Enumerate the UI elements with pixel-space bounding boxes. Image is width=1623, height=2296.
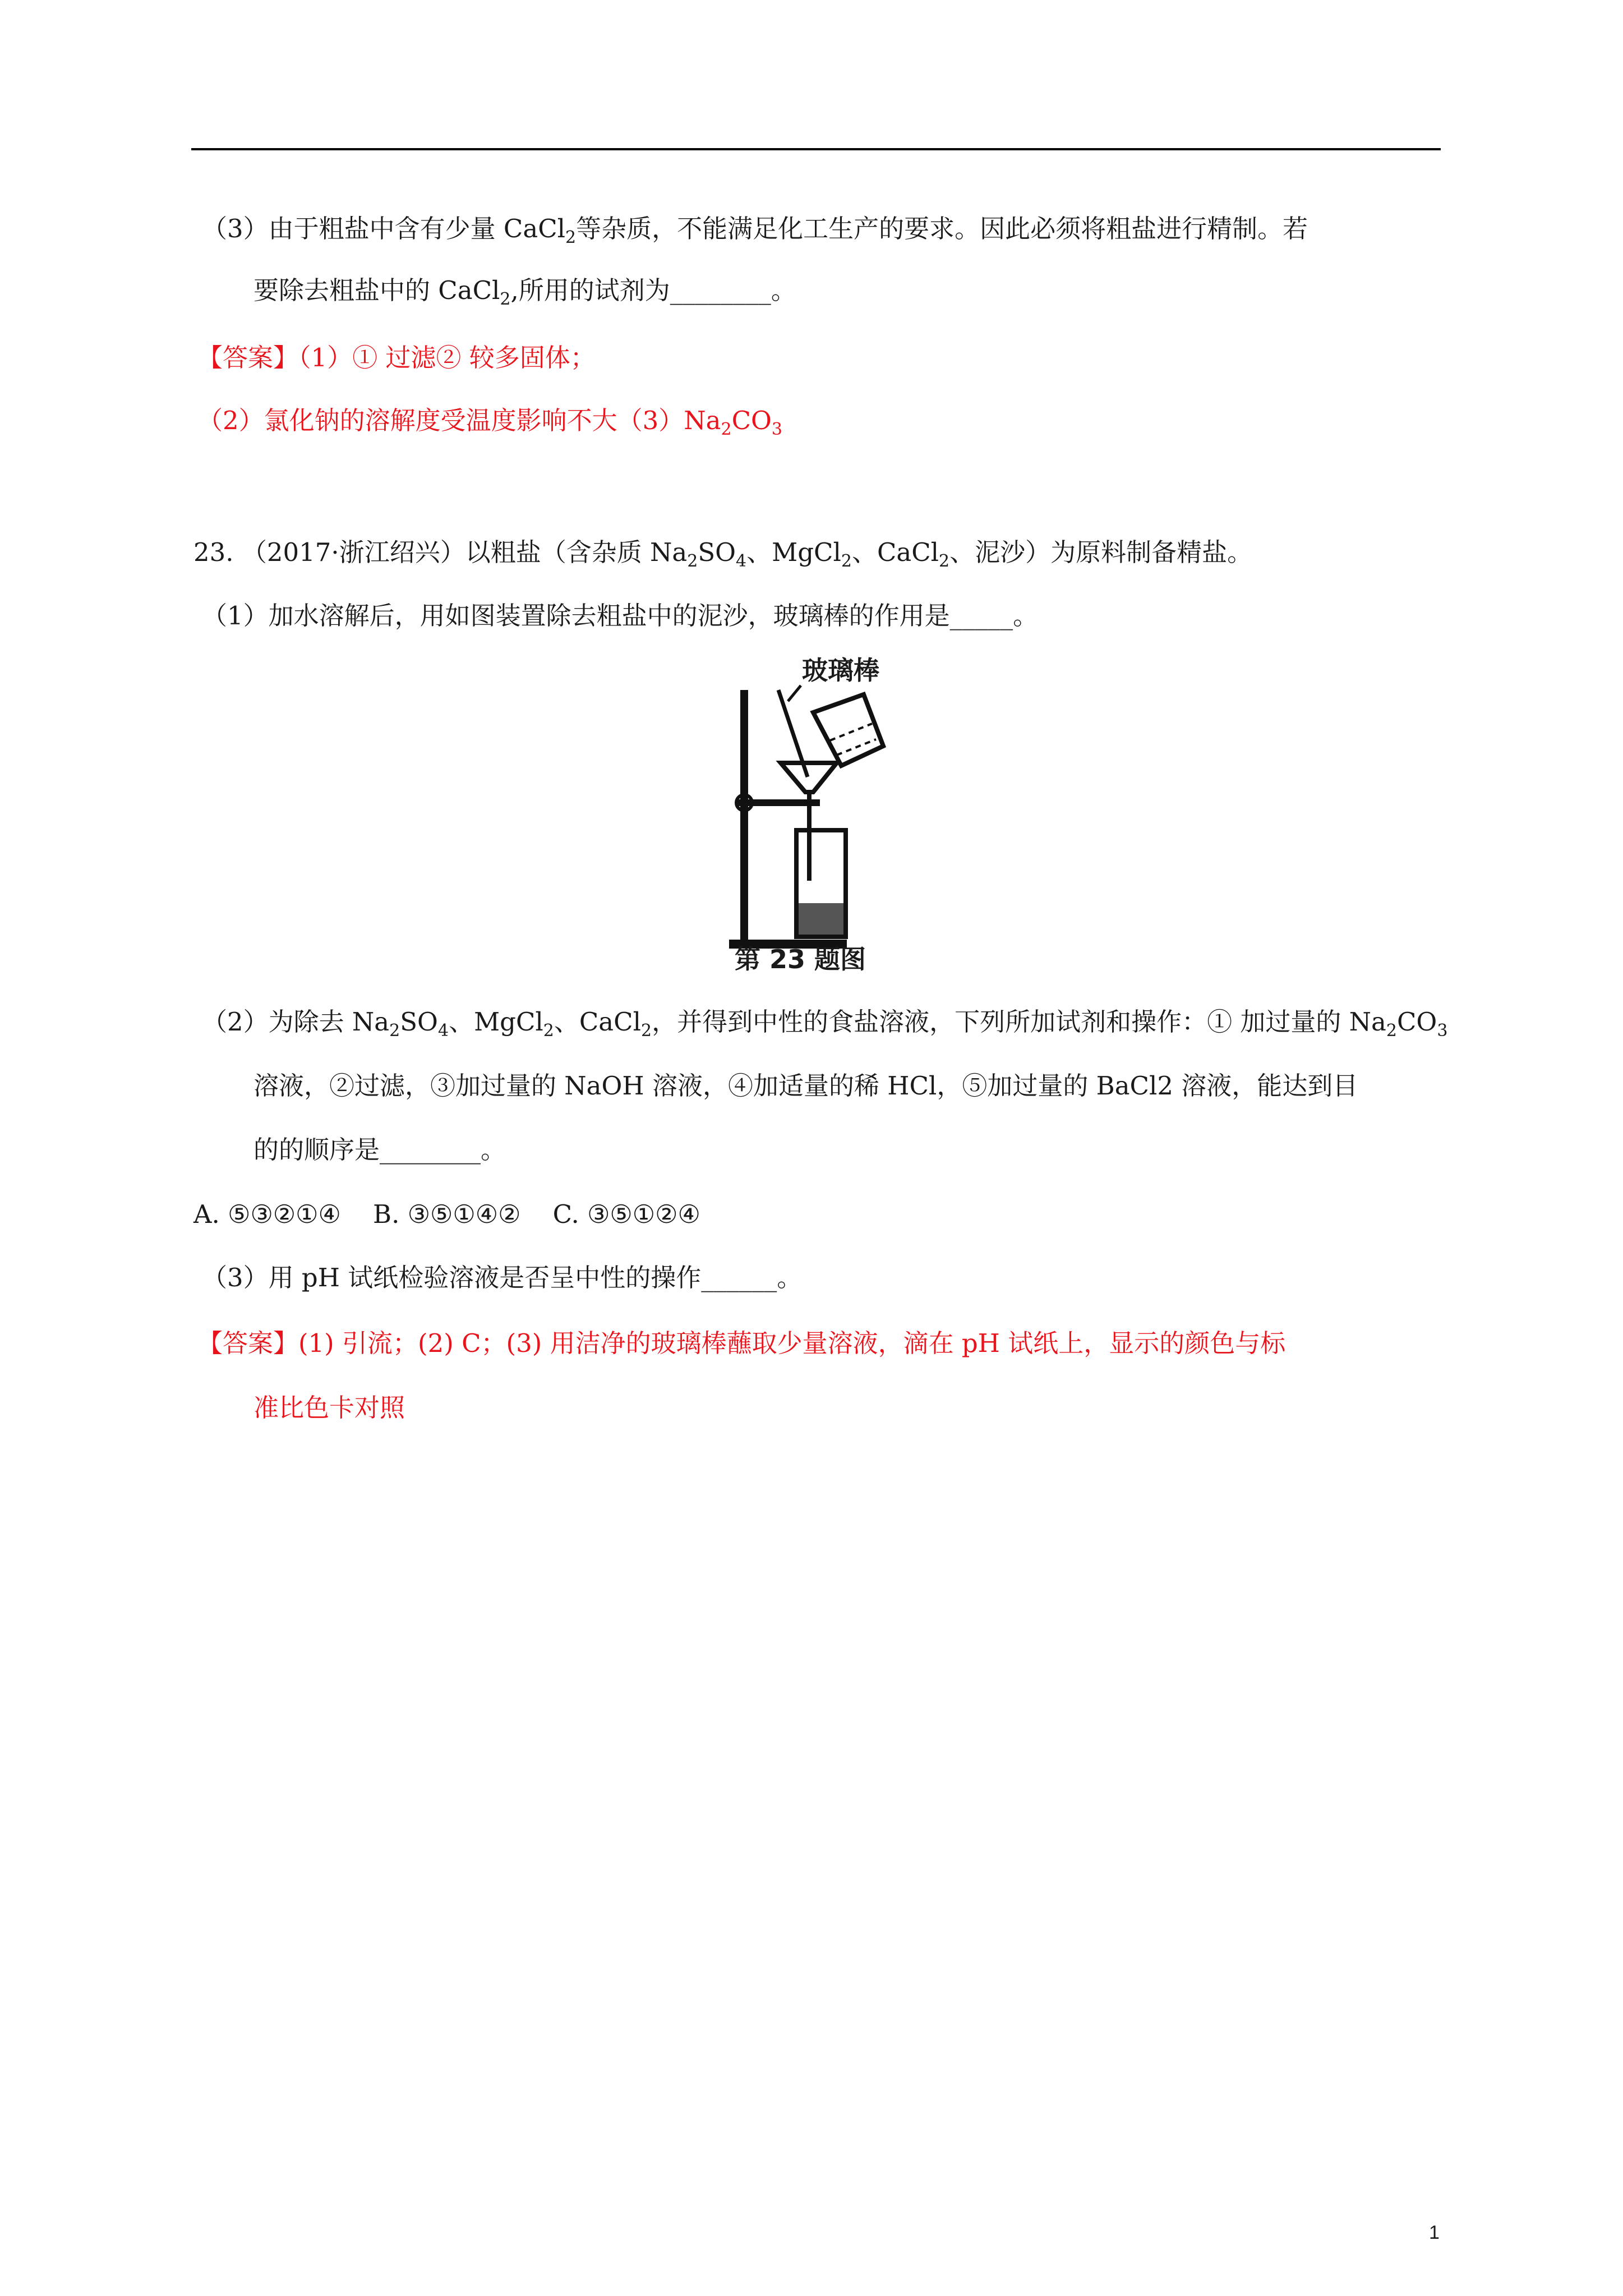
question-3-line-1: （3）由于粗盐中含有少量 CaCl$_2$等杂质，不能满足化工生产的要求。因此必须将粗盐进行精制。若 — [202, 214, 1308, 247]
header-rule — [191, 148, 1441, 150]
page-number: 1 — [1429, 2222, 1440, 2243]
figure-caption: 第 23 题图 — [735, 944, 866, 974]
question-23-part-2-line-2: 溶液，②过滤，③加过量的 NaOH 溶液，④加适量的稀 HCl，⑤加过量的 BaCl2 溶液，能达到目 — [253, 1071, 1358, 1101]
question-23-part-2-line-3: 的的顺序是________。 — [253, 1135, 506, 1165]
question-23-part-3: （3）用 pH 试纸检验溶液是否呈中性的操作______。 — [202, 1263, 803, 1292]
question-3-line-2: 要除去粗盐中的 CaCl$_2$,所用的试剂为________。 — [253, 275, 796, 309]
answer-1-line-1: 【答案】（1）① 过滤② 较多固体； — [197, 343, 596, 372]
question-23-options: A. ⑤③②①④ B. ③⑤①④② C. ③⑤①②④ — [193, 1199, 700, 1229]
question-23-part-2-line-1: （2）为除去 $Na_2SO_4$、MgCl$_2$、CaCl$_2$，并得到中性的食盐溶液，下列所加试剂和操作：① 加过量的 $Na_2CO_3$ — [202, 1007, 1448, 1041]
answer-1-line-2: （2）氯化钠的溶解度受温度影响不大$(3)Na_2CO_3$ — [197, 406, 782, 439]
question-23-part-1: （1）加水溶解后，用如图装置除去粗盐中的泥沙，玻璃棒的作用是_____。 — [202, 601, 1039, 631]
answer-23-line-1: 【答案】(1) 引流；(2) C；(3) 用洁净的玻璃棒蘸取少量溶液，滴在 pH 试纸上，显示的颜色与标 — [197, 1328, 1286, 1358]
question-23-heading: 23. （2017·浙江绍兴）以粗盐（含杂质 $Na_2SO_4$、MgCl$_2$、CaCl$_2$、泥沙）为原料制备精盐。 — [193, 537, 1253, 571]
answer-23-line-2: 准比色卡对照 — [253, 1393, 405, 1423]
figure-label-glass-rod: 玻璃棒 — [802, 655, 879, 685]
filtration-apparatus-figure — [729, 645, 892, 976]
